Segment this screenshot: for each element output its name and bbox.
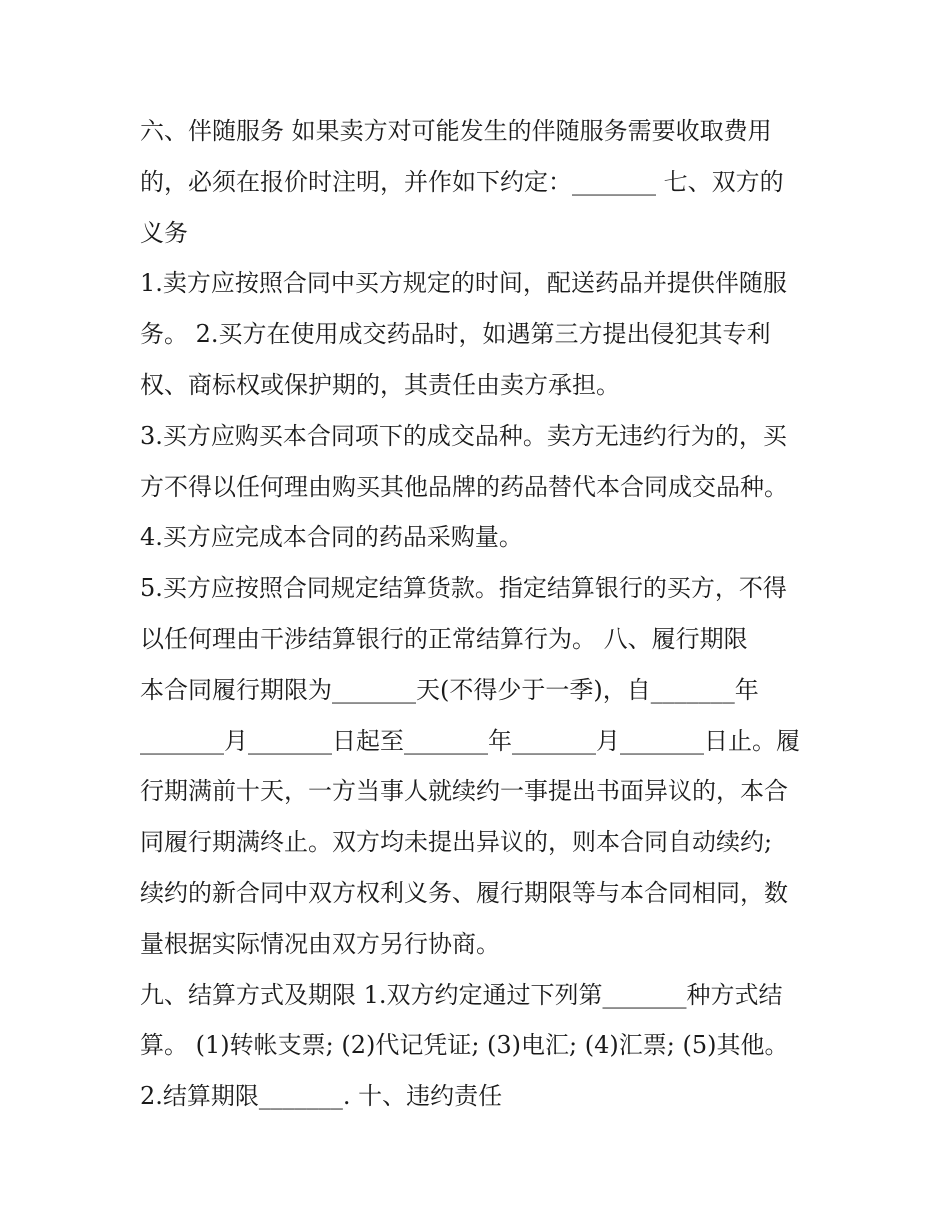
- text-line: 续约的新合同中双方权利义务、履行期限等与本合同相同，数: [140, 878, 788, 907]
- text-line: 5.买方应按照合同规定结算货款。指定结算银行的买方，不得: [140, 574, 787, 603]
- text-line: 以任何理由干涉结算银行的正常结算行为。 八、履行期限: [140, 624, 748, 653]
- text-line: 权、商标权或保护期的，其责任由卖方承担。: [140, 370, 620, 399]
- text-line: 的，必须在报价时注明，并作如下约定：_______ 七、双方的: [140, 167, 784, 196]
- contract-text: [140, 106, 820, 1122]
- text-line: 2.结算期限_______. 十、违约责任: [140, 1082, 503, 1111]
- text-line: 本合同履行期限为_______天(不得少于一季)，自_______年: [140, 675, 759, 704]
- text-line: 行期满前十天，一方当事人就续约一事提出书面异议的，本合: [140, 777, 788, 806]
- text-line: 义务: [140, 218, 188, 247]
- text-line: 务。 2.买方在使用成交药品时，如遇第三方提出侵犯其专利: [140, 320, 771, 349]
- text-line: 1.卖方应按照合同中买方规定的时间，配送药品并提供伴随服: [140, 269, 787, 298]
- text-line: 方不得以任何理由购买其他品牌的药品替代本合同成交品种。: [140, 472, 788, 501]
- text-line: _______月_______日起至_______年_______月_______日止。履: [140, 726, 800, 755]
- text-line: 量根据实际情况由双方另行协商。: [140, 929, 500, 958]
- text-line: 九、结算方式及期限 1.双方约定通过下列第_______种方式结: [140, 980, 783, 1009]
- text-line: 3.买方应购买本合同项下的成交品种。卖方无违约行为的，买: [140, 421, 787, 450]
- text-line: 同履行期满终止。双方均未提出异议的，则本合同自动续约;: [140, 828, 773, 857]
- text-line: 六、伴随服务 如果卖方对可能发生的伴随服务需要收取费用: [140, 117, 772, 145]
- text-line: 4.买方应完成本合同的药品采购量。: [140, 523, 523, 552]
- text-line: 算。 (1)转帐支票; (2)代记凭证; (3)电汇; (4)汇票; (5)其他。: [140, 1031, 789, 1060]
